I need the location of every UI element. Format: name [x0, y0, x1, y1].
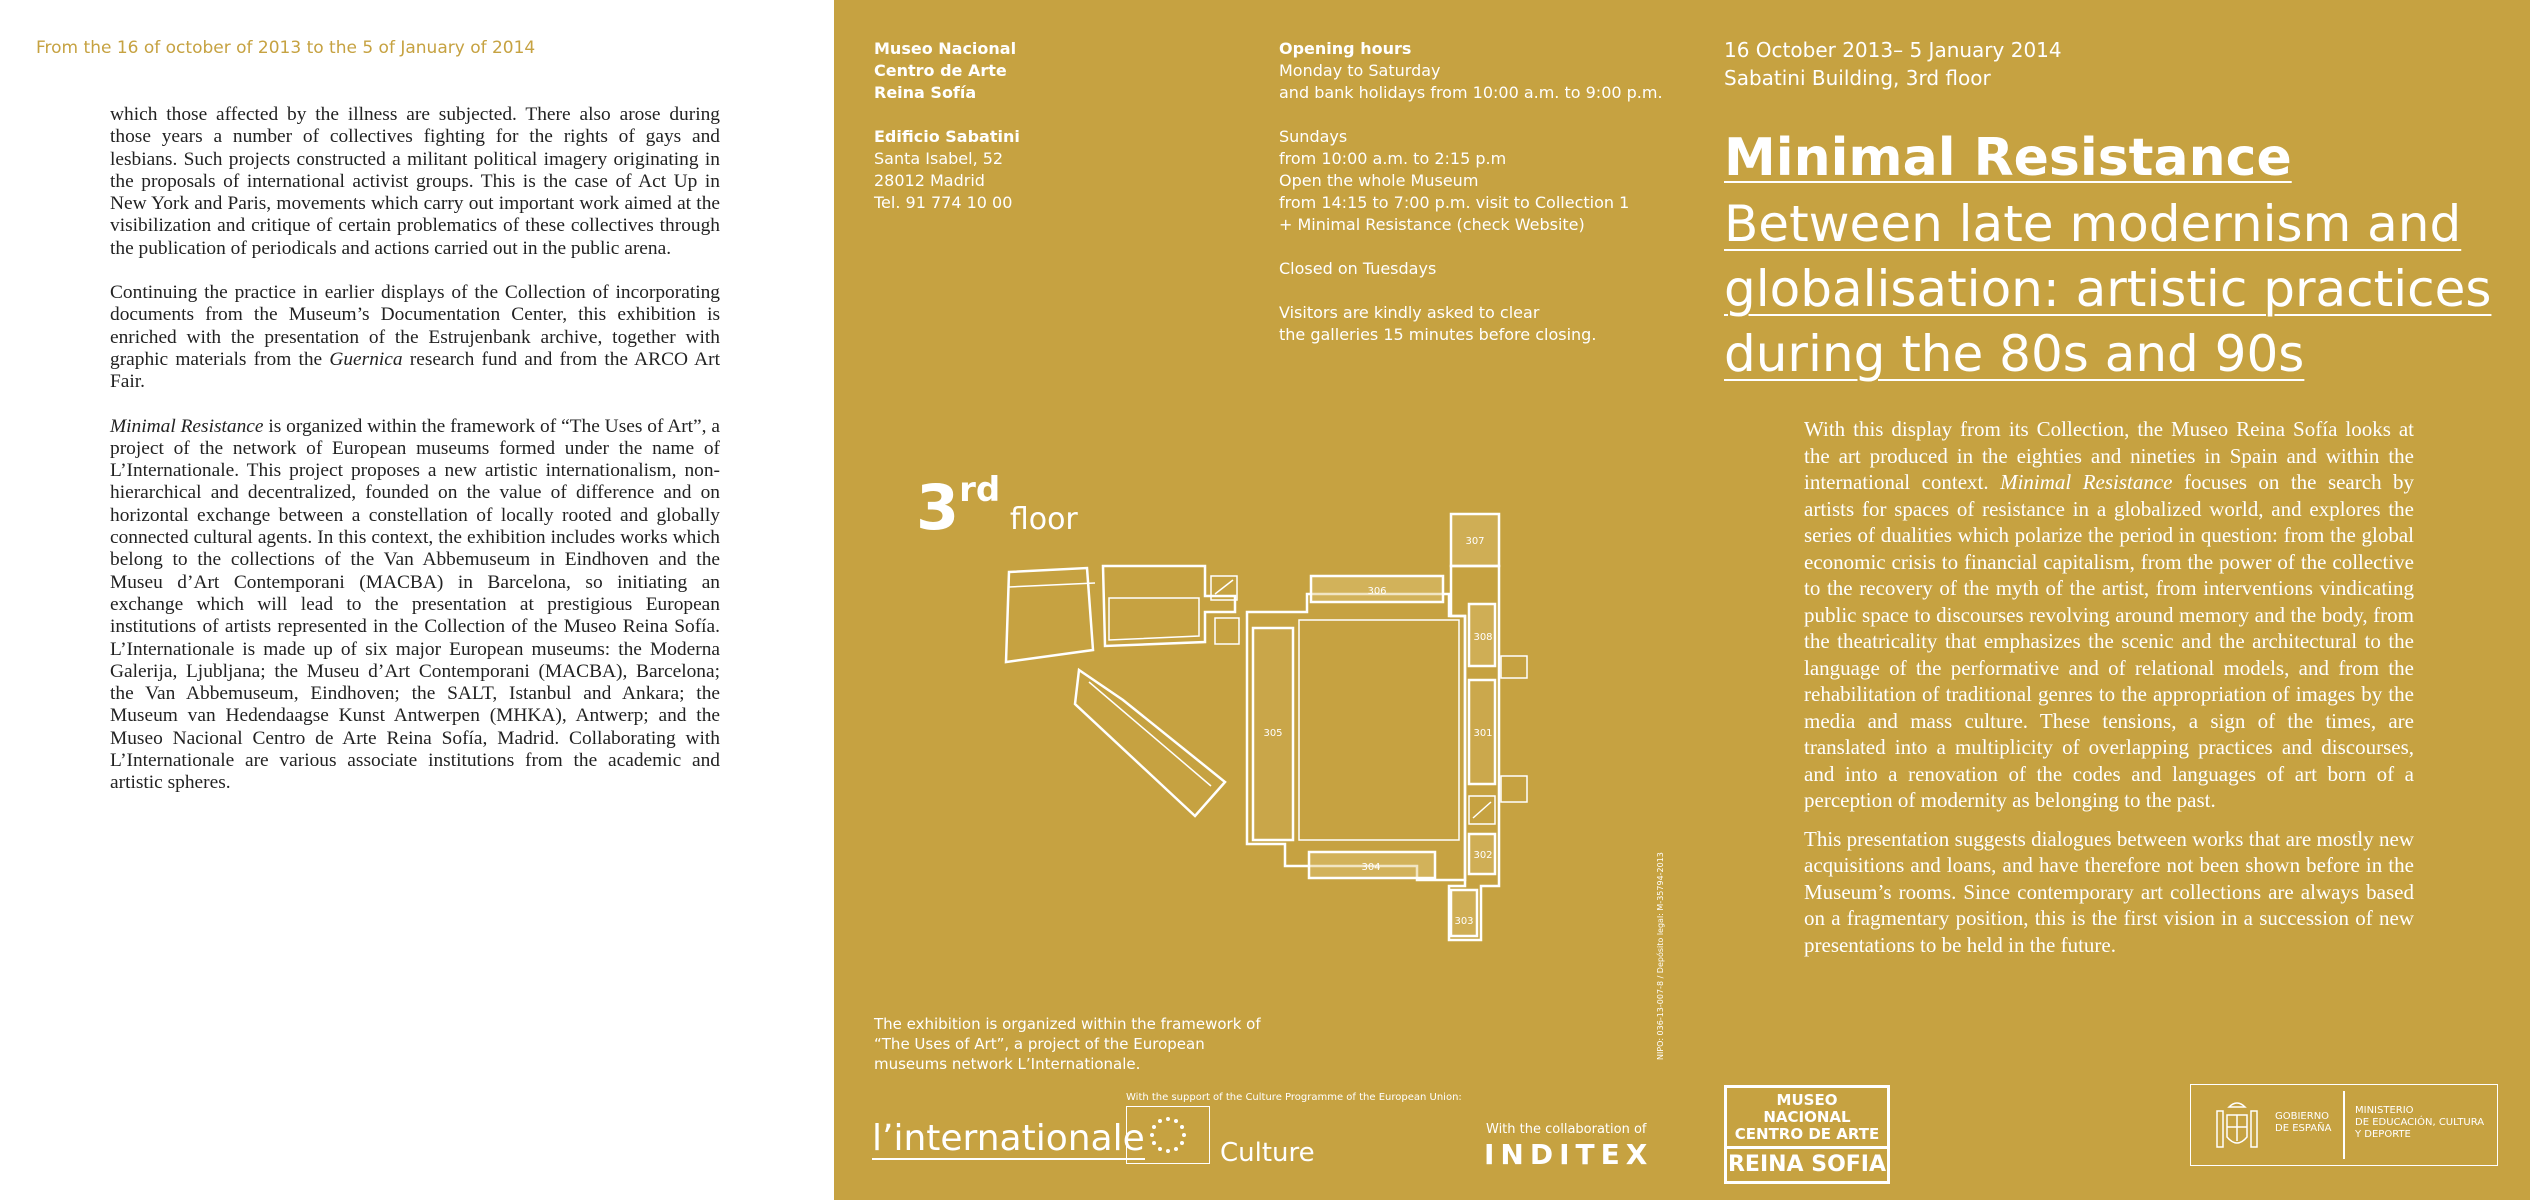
- corridor-upper-inner: [1109, 598, 1199, 640]
- exhibition-dates: 16 October 2013– 5 January 2014: [1724, 38, 2062, 62]
- hours-sunday-4: from 14:15 to 7:00 p.m. visit to Collection 1: [1279, 193, 1630, 212]
- wc-box-2: [1501, 656, 1527, 678]
- opening-hours: [1279, 38, 1663, 346]
- gobierno-text: GOBIERNO DE ESPAÑA: [2275, 1111, 2332, 1134]
- exhibition-subtitle: [1724, 192, 2504, 387]
- museum-name-line-3: Reina Sofía: [874, 83, 977, 102]
- minimal-resistance-italic-right: Minimal Resistance: [2000, 470, 2173, 494]
- museum-info: [874, 38, 1020, 214]
- left-paragraph-1: which those affected by the illness are subjected. There also arose during those years a number of collectives fighting for the rights of gays and lesbians. Such projects constructed a militant political imagery originating in the proposals of international activist groups. This is the case of Act Up in New York and Paris, movements which carry out important work aimed at the visibilization and critique of certain problematics of these collectives through the publication of periodicals and actions carried out in the public arena.: [110, 104, 720, 259]
- museum-name-line-1: Museo Nacional: [874, 39, 1017, 58]
- hours-sunday-2: from 10:00 a.m. to 2:15 p.m: [1279, 149, 1507, 168]
- hours-weekday-1: Monday to Saturday: [1279, 61, 1441, 80]
- wc-box-1: [1215, 618, 1239, 644]
- room-label-306: 306: [1367, 586, 1387, 597]
- hours-closing-1: Visitors are kindly asked to clear: [1279, 303, 1540, 322]
- address-phone: Tel. 91 774 10 00: [874, 193, 1013, 212]
- exhibition-framework-note: The exhibition is organized within the framework of “The Uses of Art”, a project of the European museums network L’Internationale.: [874, 1015, 1261, 1073]
- ministerio-text: MINISTERIO DE EDUCACIÓN, CULTURA Y DEPORTE: [2355, 1105, 2485, 1140]
- room-label-301: 301: [1473, 728, 1493, 739]
- west-block: [1006, 568, 1093, 662]
- left-page: [0, 0, 834, 1200]
- right-paragraph-1: With this display from its Collection, the Museo Reina Sofía looks at the art produced in the eighties and nineties in Spain and within the international context. Minimal Resistance focuses on the search by artists for spaces of resistance in a globalized world, and explores the series of dualities which polarize the period in question: from the global economic crisis to financial capitalism, from the power of the collective to the recovery of the myth of the artist, from interventions vindicating public space to discourses revolving around memory and the body, from the theatricality that emphasizes the scenic and the architectural to the language of the performative and of relational models, and from the rehabilitation of traditional genres to the appropriation of images by the media and mass culture. These tensions, a sign of the times, are translated into a multiplicity of overlapping practices and discourses, and into a renovation of the codes and languages of art born of a perception of modernity as belonging to the past.: [1804, 417, 2415, 812]
- room-303: [1451, 890, 1477, 936]
- nipo-legal-text: NIPO: 036-13-007-8 / Depósito legal: M-35794-2013: [1656, 852, 1665, 1060]
- building-name: Edificio Sabatini: [874, 127, 1020, 146]
- exhibition-title: Minimal Resistance: [1724, 128, 2292, 188]
- room-label-305: 305: [1263, 728, 1283, 739]
- right-page: [834, 0, 2530, 1200]
- hours-heading: Opening hours: [1279, 39, 1412, 58]
- floor-word: floor: [1009, 502, 1078, 537]
- room-label-302: 302: [1473, 850, 1493, 861]
- hours-sunday-1: Sundays: [1279, 127, 1348, 146]
- left-paragraph-3: Minimal Resistance is organized within the framework of “The Uses of Art”, a project of the network of European museums formed under the name of L’Internationale. This project proposes a new artistic internationalism, non-hierarchical and decentralized, founded on the value of difference and on horizontal exchange between a constellation of locally rooted and globally connected cultural agents. In this context, the exhibition includes works which belong to the collections of the Van Abbemuseum in Eindhoven and the Museu d’Art Contemporani (MACBA) in Barcelona, so initiating an exchange which will lead to the presentation at prestigious European institutions of artists represented in the Collection of the Museo Reina Sofía. L’Internationale is made up of six major European museums: the Moderna Galerija, Ljubljana; the Museu d’Art Contemporani (MACBA), Barcelona; the Van Abbemuseum, Eindhoven; the SALT, Istanbul and Ankara; the Museum van Hedendaagse Kunst Antwerpen (MHKA), Antwerp; and the Museo Nacional Centro de Arte Reina Sofía, Madrid. Collaborating with L’Internationale are various associate institutions from the academic and artistic spheres.: [110, 415, 720, 794]
- hours-sunday-5: + Minimal Resistance (check Website): [1279, 215, 1585, 234]
- spain-coat-of-arms-icon: [2213, 1097, 2261, 1153]
- room-label-303: 303: [1454, 916, 1474, 927]
- floor-plan-map: [994, 500, 1694, 960]
- eu-support-text: With the support of the Culture Programme of the European Union:: [1126, 1092, 1462, 1103]
- hours-closed: Closed on Tuesdays: [1279, 259, 1437, 278]
- left-body-text: [110, 104, 720, 817]
- address-line-1: Santa Isabel, 52: [874, 149, 1004, 168]
- left-date-range: From the 16 of october of 2013 to the 5 of January of 2014: [36, 38, 536, 58]
- floor-number: 3: [916, 471, 960, 544]
- west-block-inner: [1009, 583, 1095, 587]
- museo-reina-sofia-logo: MUSEO NACIONAL CENTRO DE ARTE REINA SOFIA: [1724, 1085, 1890, 1184]
- minimal-resistance-italic: Minimal Resistance: [110, 415, 264, 437]
- inditex-logo: INDITEX: [1484, 1138, 1654, 1171]
- room-label-304: 304: [1361, 862, 1381, 873]
- left-paragraph-2: Continuing the practice in earlier displays of the Collection of incorporating documents from the Museum’s Documentation Center, this exhibition is enriched with the presentation of the Estrujenbank archive, together with graphic materials from the Guernica research fund and from the ARCO Art Fair.: [110, 282, 720, 393]
- room-label-308: 308: [1473, 632, 1493, 643]
- hours-closing-2: the galleries 15 minutes before closing.: [1279, 325, 1597, 344]
- room-label-307: 307: [1465, 536, 1485, 547]
- inditex-collaboration-note: With the collaboration of: [1486, 1122, 1647, 1137]
- internationale-logo: l’internationale: [872, 1118, 1145, 1159]
- hours-sunday-3: Open the whole Museum: [1279, 171, 1479, 190]
- right-paragraph-2: This presentation suggests dialogues between works that are mostly new acquisitions and loans, and have therefore not been shown before in the Museum’s rooms. Since contemporary art collections are always based on a fragmentary position, this is the first vision in a succession of new presentations to be held in the future.: [1804, 826, 2414, 957]
- museum-name-line-2: Centro de Arte: [874, 61, 1007, 80]
- floor-suffix: rd: [959, 470, 1001, 510]
- guernica-italic: Guernica: [329, 348, 403, 370]
- exhibition-header: [1724, 36, 2062, 92]
- subtitle-line-2: globalisation: artistic practices: [1724, 260, 2492, 318]
- hours-weekday-2: and bank holidays from 10:00 a.m. to 9:00 p.m.: [1279, 83, 1663, 102]
- subtitle-line-3: during the 80s and 90s: [1724, 325, 2305, 383]
- right-body-text: [1804, 416, 2414, 970]
- diagonal-wing: [1075, 670, 1225, 816]
- subtitle-line-1: Between late modernism and: [1724, 195, 2462, 253]
- government-ministry-logo: [2190, 1084, 2498, 1166]
- culture-programme-label: Culture: [1220, 1138, 1315, 1168]
- wc-box-3: [1501, 776, 1527, 802]
- eu-flag-icon: [1126, 1106, 1210, 1164]
- exhibition-location: Sabatini Building, 3rd floor: [1724, 66, 1991, 90]
- inner-courtyard: [1299, 620, 1459, 840]
- address-line-2: 28012 Madrid: [874, 171, 985, 190]
